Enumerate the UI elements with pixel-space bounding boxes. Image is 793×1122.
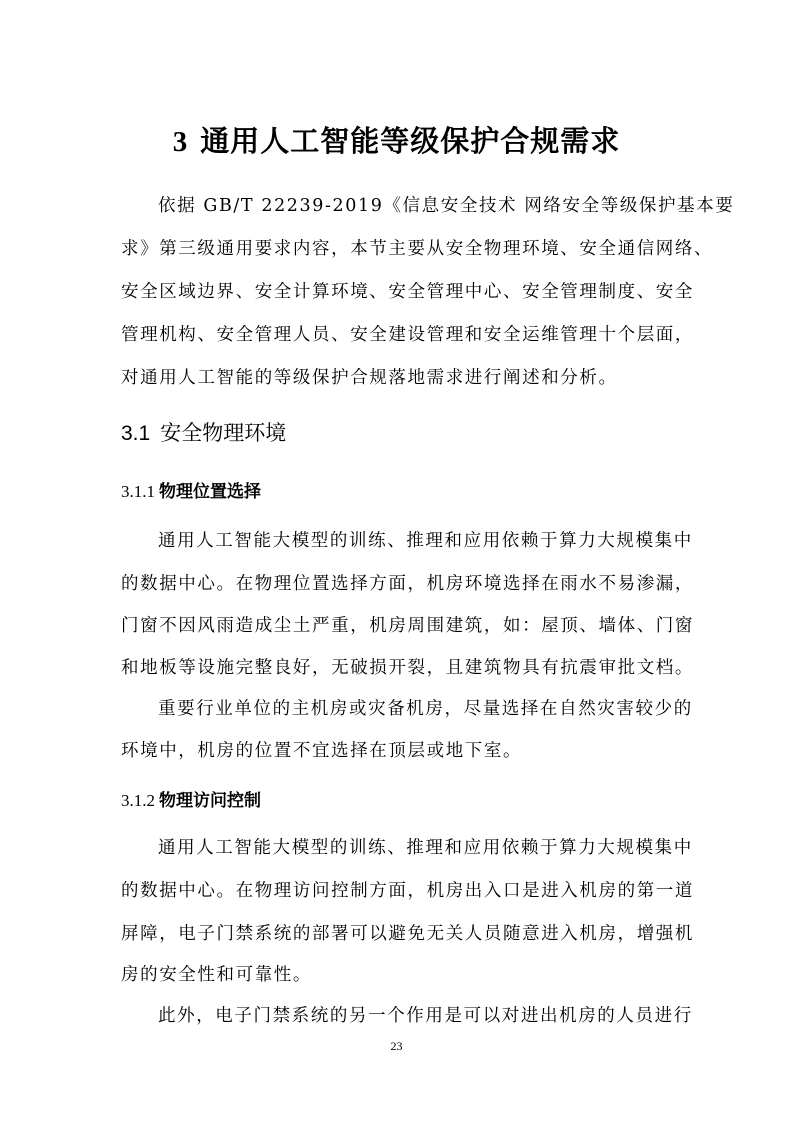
subsection-title: 物理位置选择 [159, 482, 261, 502]
intro-line-5: 对通用人工智能的等级保护合规落地需求进行阐述和分析。 [121, 368, 618, 388]
page-number: 23 [390, 1039, 403, 1053]
text-line: 屏障，电子门禁系统的部署可以避免无关人员随意进入机房，增强机 [121, 924, 694, 944]
chapter-number: 3 [172, 126, 189, 158]
text-line: 重要行业单位的主机房或灾备机房，尽量选择在自然灾害较少的 [158, 699, 693, 719]
text-line: 和地板等设施完整良好，无破损开裂，且建筑物具有抗震审批文档。 [121, 658, 694, 678]
chapter-title [0, 121, 793, 162]
subsection-number: 3.1.1 [121, 482, 155, 501]
subsection-title: 物理访问控制 [159, 791, 261, 811]
intro-line-1: 依据 GB/T 22239-2019《信息安全技术 网络安全等级保护基本要 [158, 196, 735, 216]
text-line: 环境中，机房的位置不宜选择在顶层或地下室。 [121, 741, 523, 761]
subsection-number: 3.1.2 [121, 791, 155, 810]
text-line: 的数据中心。在物理访问控制方面，机房出入口是进入机房的第一道 [121, 881, 694, 901]
intro-line-2: 求》第三级通用要求内容，本节主要从安全物理环境、安全通信网络、 [121, 239, 714, 259]
section-heading-3-1-2 [121, 789, 261, 813]
intro-line-3: 安全区域边界、安全计算环境、安全管理中心、安全管理制度、安全 [121, 282, 694, 302]
text-line: 通用人工智能大模型的训练、推理和应用依赖于算力大规模集中 [158, 838, 693, 858]
text-line: 门窗不因风雨造成尘土严重，机房周围建筑，如：屋顶、墙体、门窗 [121, 616, 694, 636]
text-line: 通用人工智能大模型的训练、推理和应用依赖于算力大规模集中 [158, 531, 693, 551]
section-heading-3-1 [121, 418, 286, 449]
section-number: 3.1 [121, 422, 151, 445]
text-line: 此外，电子门禁系统的另一个作用是可以对进出机房的人员进行 [158, 1006, 693, 1026]
chapter-title-text: 通用人工智能等级保护合规需求 [200, 124, 621, 158]
section-title: 安全物理环境 [160, 421, 287, 445]
text-line: 的数据中心。在物理位置选择方面，机房环境选择在雨水不易渗漏， [121, 574, 694, 594]
section-heading-3-1-1 [121, 480, 261, 504]
intro-line-4: 管理机构、安全管理人员、安全建设管理和安全运维管理十个层面， [121, 325, 694, 345]
text-line: 房的安全性和可靠性。 [121, 965, 312, 985]
